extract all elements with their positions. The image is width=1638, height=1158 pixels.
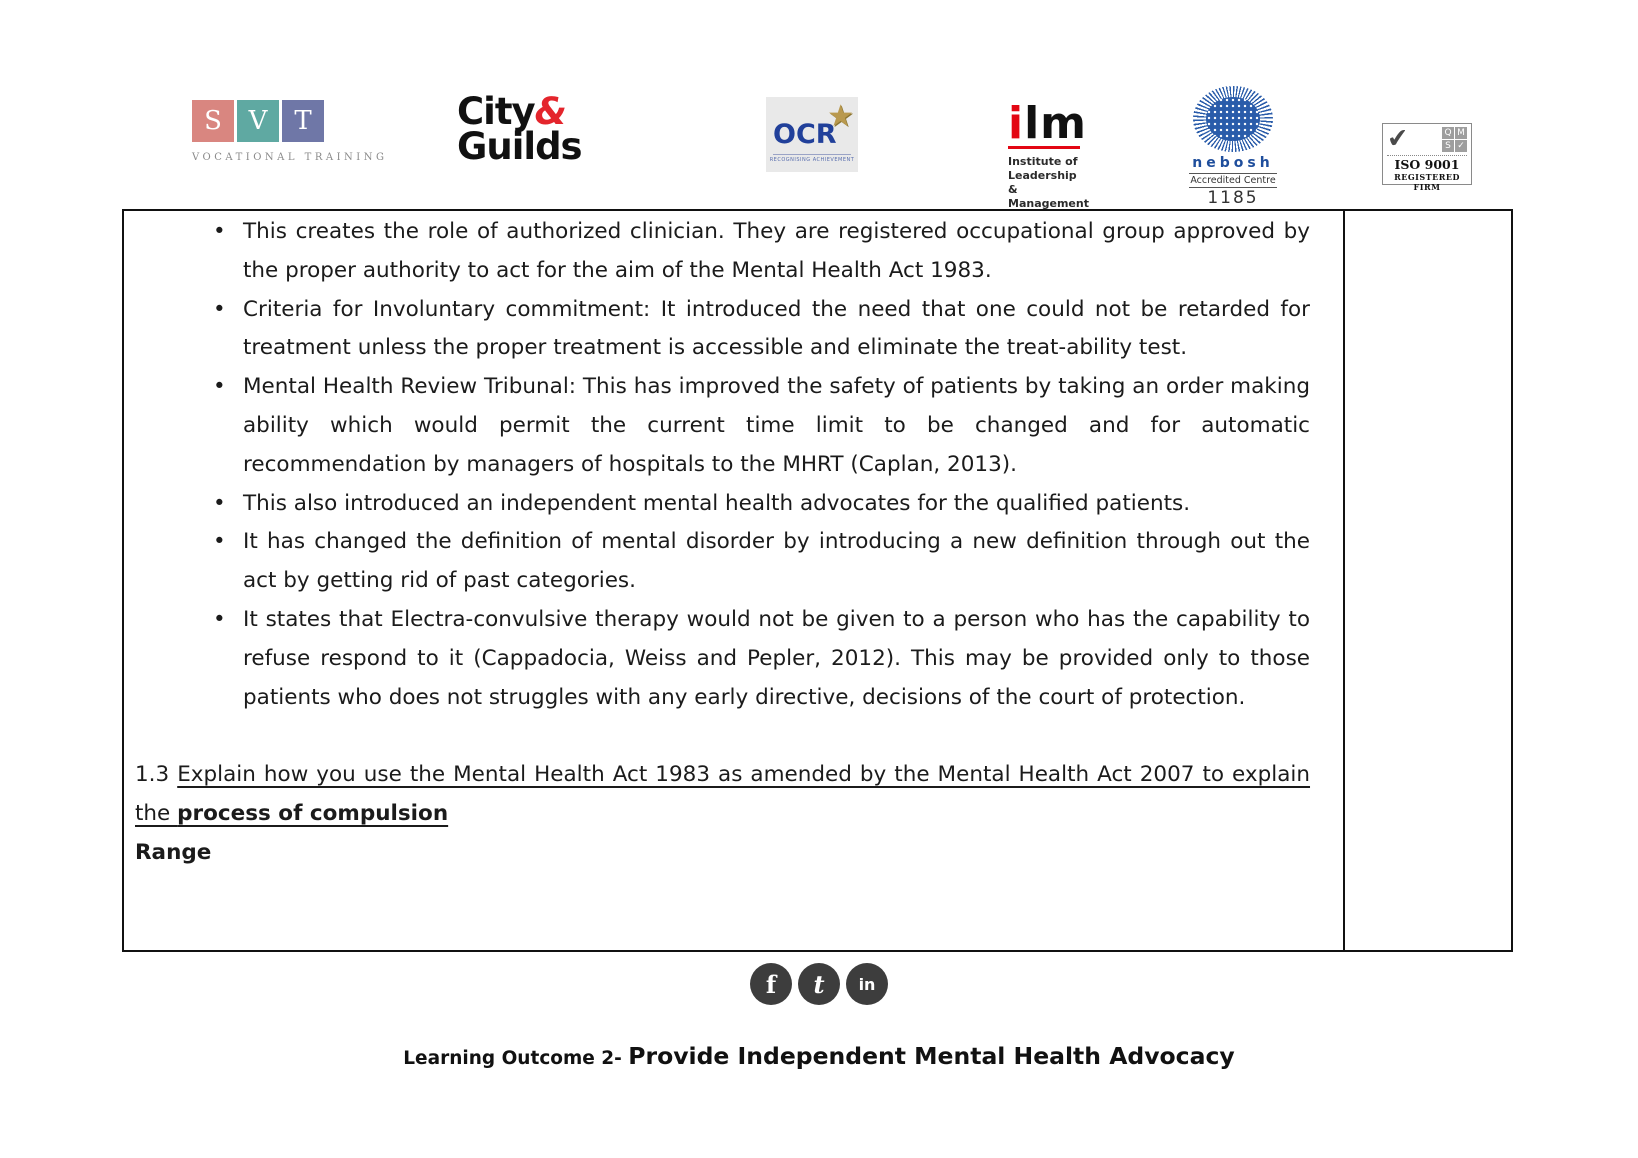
nebosh-accredited-centre: Accredited Centre	[1190, 175, 1276, 186]
iso-top-row	[1385, 123, 1467, 155]
svt-logo	[192, 100, 388, 163]
linkedin-glyph: in	[858, 974, 876, 994]
marks-column	[1343, 211, 1511, 950]
ilm-letter-i: i	[1008, 98, 1025, 149]
ocr-wordmark: OCR	[773, 119, 837, 150]
linkedin-icon[interactable]	[846, 963, 888, 1005]
twitter-icon[interactable]	[798, 963, 840, 1005]
iso-dotted-divider	[1387, 155, 1467, 156]
range-label: Range	[135, 839, 212, 865]
ilm-caption-line1: Institute of	[1008, 155, 1078, 168]
ilm-caption-line2: Leadership &	[1008, 169, 1077, 196]
svt-caption: VOCATIONAL TRAINING	[192, 152, 388, 163]
ilm-wordmark	[1008, 98, 1088, 149]
checkmark-icon: ✔	[1385, 123, 1411, 155]
social-icons-row	[0, 963, 1638, 1005]
qms-cell-s: S	[1442, 140, 1454, 152]
ocr-star-icon: ★	[827, 99, 854, 134]
iso-9001-logo	[1382, 123, 1472, 192]
facebook-glyph: f	[765, 969, 777, 999]
ilm-logo	[1008, 98, 1089, 211]
bullet-item: • It states that Electra-convulsive therapy would not be given to a person who has the capability to refuse respond to it (Cappadocia, Weiss and Pepler, 2012). This may be provided only to those patients who does not struggles with any early directive, decisions of the court of protection.	[243, 601, 1310, 717]
ilm-letters-lm: lm	[1024, 98, 1088, 149]
answer-table	[122, 209, 1513, 952]
bullet-item: • It has changed the definition of mental disorder by introducing a new definition through out the act by getting rid of past categories.	[243, 523, 1310, 601]
answer-cell	[124, 211, 1343, 950]
nebosh-starburst-icon	[1193, 86, 1273, 152]
svt-letter-v: V	[237, 100, 279, 142]
ilm-caption	[1008, 155, 1089, 211]
ocr-tagline: RECOGNISING ACHIEVEMENT	[769, 157, 855, 163]
bullet-item: • This also introduced an independent mental health advocates for the qualified patients.	[243, 485, 1310, 524]
nebosh-logo	[1189, 86, 1277, 208]
question-bold-text: process of compulsion	[177, 800, 449, 826]
qms-grid	[1442, 127, 1467, 152]
twitter-glyph: t	[813, 969, 825, 999]
question-number: 1.3	[135, 762, 178, 788]
learning-outcome-footer	[0, 1042, 1638, 1070]
ampersand-lion-icon: &	[534, 90, 566, 133]
learning-outcome-title: Provide Independent Mental Health Advocacy	[628, 1042, 1235, 1070]
learning-outcome-prefix: Learning Outcome 2-	[403, 1048, 629, 1069]
bullet-item: • This creates the role of authorized clinician. They are registered occupational group approved by the proper authority to act for the aim of the Mental Health Act 1983.	[243, 213, 1310, 291]
svt-letter-boxes	[192, 100, 330, 142]
qms-cell-check: ✓	[1455, 140, 1467, 152]
ocr-divider	[773, 154, 851, 155]
city-text: City	[457, 90, 535, 133]
nebosh-centre-number: 1185	[1207, 188, 1259, 208]
nebosh-wordmark: nebosh	[1192, 155, 1274, 171]
question-underlined-text: Explain how you use the Mental Health Act 1983 as amended by the Mental Health Act 2007 to explain the	[135, 762, 1311, 826]
bullet-item: • Criteria for Involuntary commitment: It introduced the need that one could not be retarded for treatment unless the proper treatment is accessible and eliminate the treat-ability test.	[243, 291, 1310, 369]
city-and-guilds-logo	[457, 90, 582, 168]
iso-registered-firm-text: REGISTERED FIRM	[1394, 172, 1460, 192]
question-1-3	[135, 756, 1310, 834]
city-guilds-line2: Guilds	[457, 125, 582, 168]
svt-letter-t: T	[282, 100, 324, 142]
facebook-icon[interactable]	[750, 963, 792, 1005]
city-guilds-line1	[457, 90, 582, 133]
iso-9001-text: ISO 9001	[1394, 157, 1460, 172]
svt-letter-s: S	[192, 100, 234, 142]
qms-cell-m: M	[1455, 127, 1467, 139]
ocr-logo	[766, 97, 858, 172]
qms-cell-q: Q	[1442, 127, 1454, 139]
ilm-caption-line3: Management	[1008, 197, 1089, 210]
bullet-list	[135, 213, 1310, 717]
bullet-item: • Mental Health Review Tribunal: This has improved the safety of patients by taking an order making ability which would permit the current time limit to be changed and for automatic recommendation by managers of hospitals to the MHRT (Caplan, 2013).	[243, 368, 1310, 484]
